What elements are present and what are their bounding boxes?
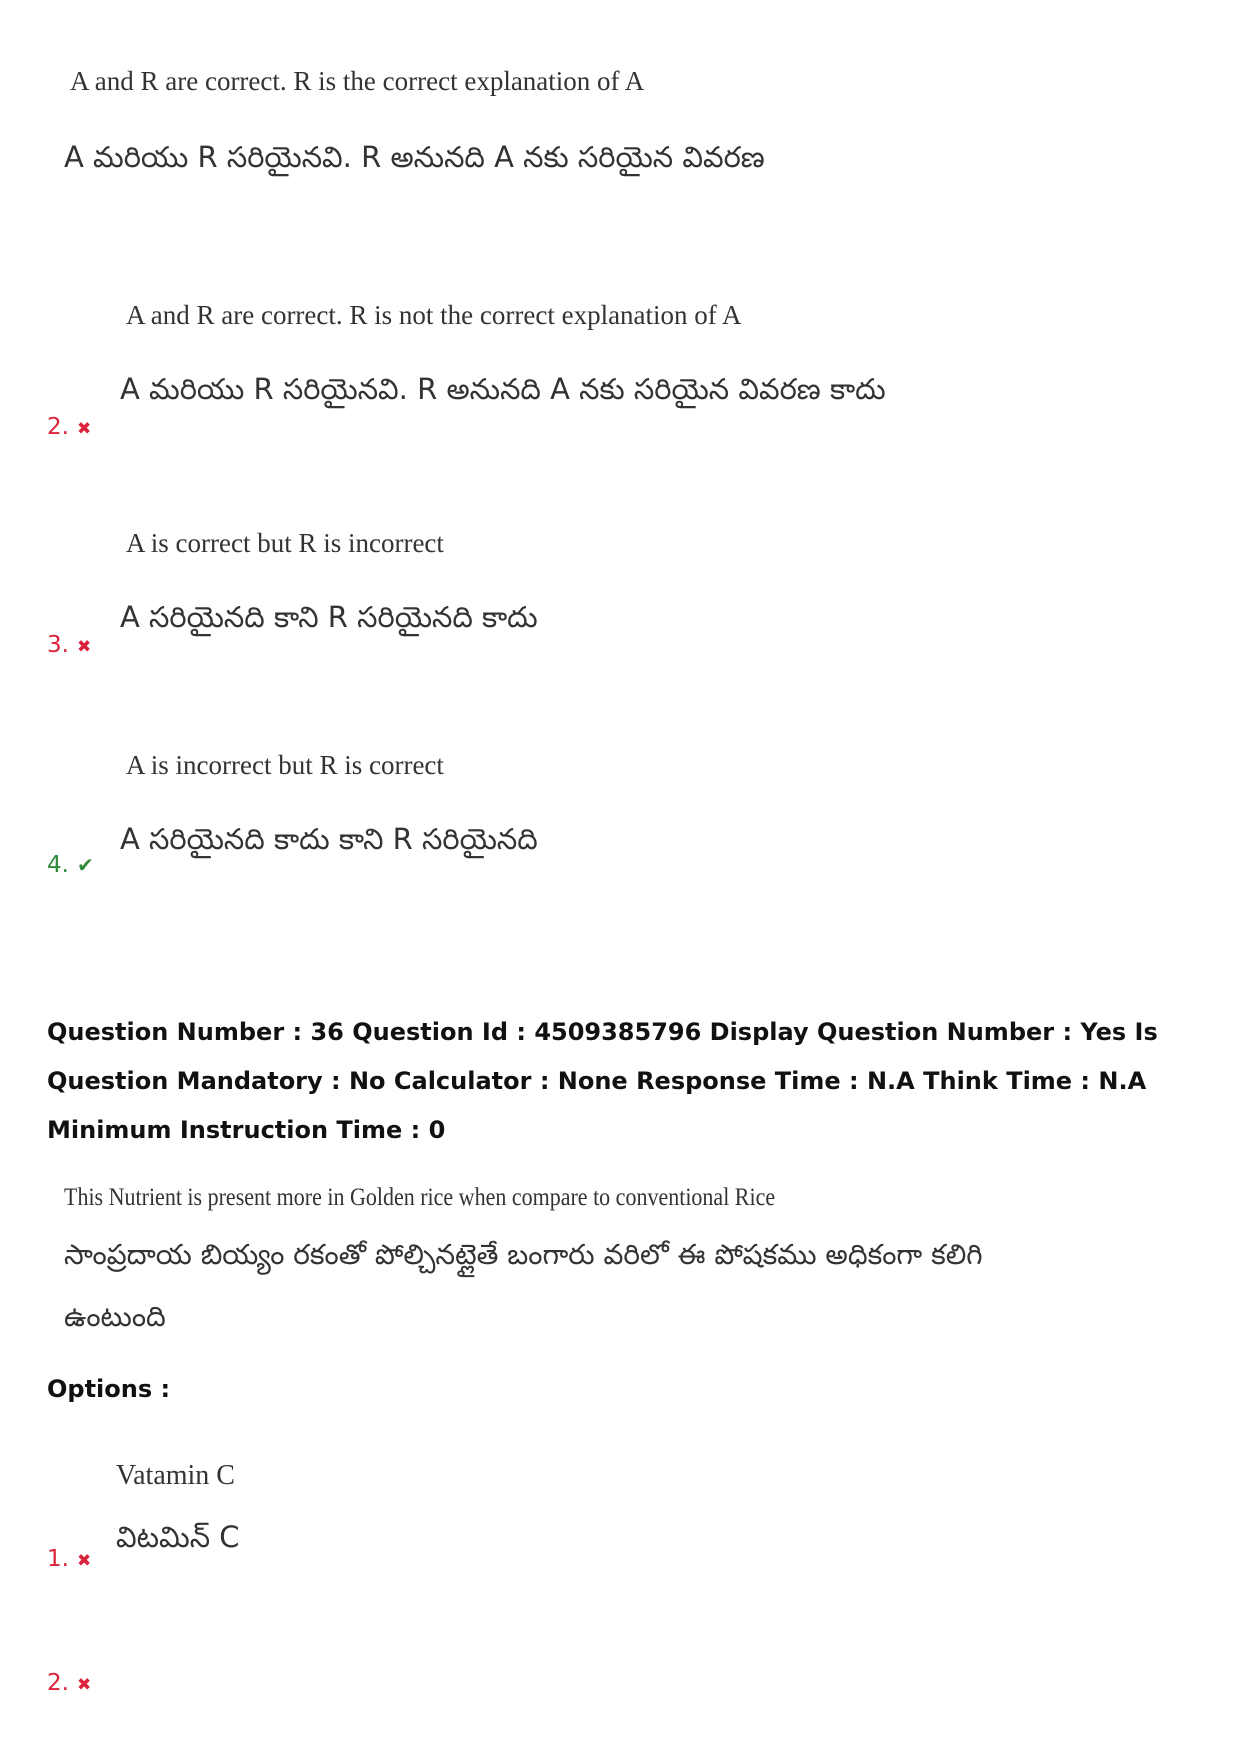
question-text-te-line1: సాంప్రదాయ బియ్యం రకంతో పోల్చినట్లైతే బంగారు వరిలో ఈ పోషకము అధికంగా కలిగి — [64, 1238, 983, 1271]
cross-icon: ✖ — [76, 1675, 92, 1695]
option-number-label: 2. — [47, 414, 69, 440]
option-text-te: A సరియైనది కాదు కాని R సరియైనది — [120, 822, 538, 856]
option-number — [47, 632, 91, 658]
question-text-en: This Nutrient is present more in Golden rice when compare to conventional Rice — [64, 1184, 776, 1211]
cross-icon: ✖ — [76, 419, 92, 439]
option-text-te: A మరియు R సరియైనవి. R అనునది A నకు సరియైన వివరణ కాదు — [120, 372, 886, 406]
options-label: Options : — [47, 1375, 171, 1403]
cross-icon: ✖ — [76, 637, 92, 657]
option-number — [47, 852, 94, 878]
cross-icon: ✖ — [76, 1551, 92, 1571]
option-text-en: Vatamin C — [116, 1460, 235, 1491]
option-number-label: 2. — [47, 1670, 69, 1696]
option-text-te: విటమిన్ C — [116, 1520, 240, 1554]
option-number-label: 1. — [47, 1546, 69, 1572]
option-text-en: A and R are correct. R is the correct explanation of A — [70, 66, 645, 96]
option-number — [47, 1670, 91, 1696]
question-header: Question Number : 36 Question Id : 4509385796 Display Question Number : Yes Is Question Mandatory : No Calculator : None Response Time : N.A Think Time : N.A Minimum Instruction Time : 0 — [47, 1018, 1158, 1144]
option-text-te: A సరియైనది కాని R సరియైనది కాదు — [120, 600, 538, 634]
option-number — [47, 1546, 91, 1572]
option-text-en: A is incorrect but R is correct — [126, 750, 444, 780]
question-text-te-line2: ఉంటుంది — [64, 1300, 166, 1333]
option-number-label: 3. — [47, 632, 69, 658]
option-number-label: 4. — [47, 852, 69, 878]
option-text-te: A మరియు R సరియైనవి. R అనునది A నకు సరియైన వివరణ — [64, 140, 765, 174]
option-number — [47, 414, 91, 440]
option-text-en: A is correct but R is incorrect — [126, 528, 444, 558]
check-icon: ✔ — [76, 853, 94, 877]
option-text-en: A and R are correct. R is not the correct explanation of A — [126, 300, 742, 330]
